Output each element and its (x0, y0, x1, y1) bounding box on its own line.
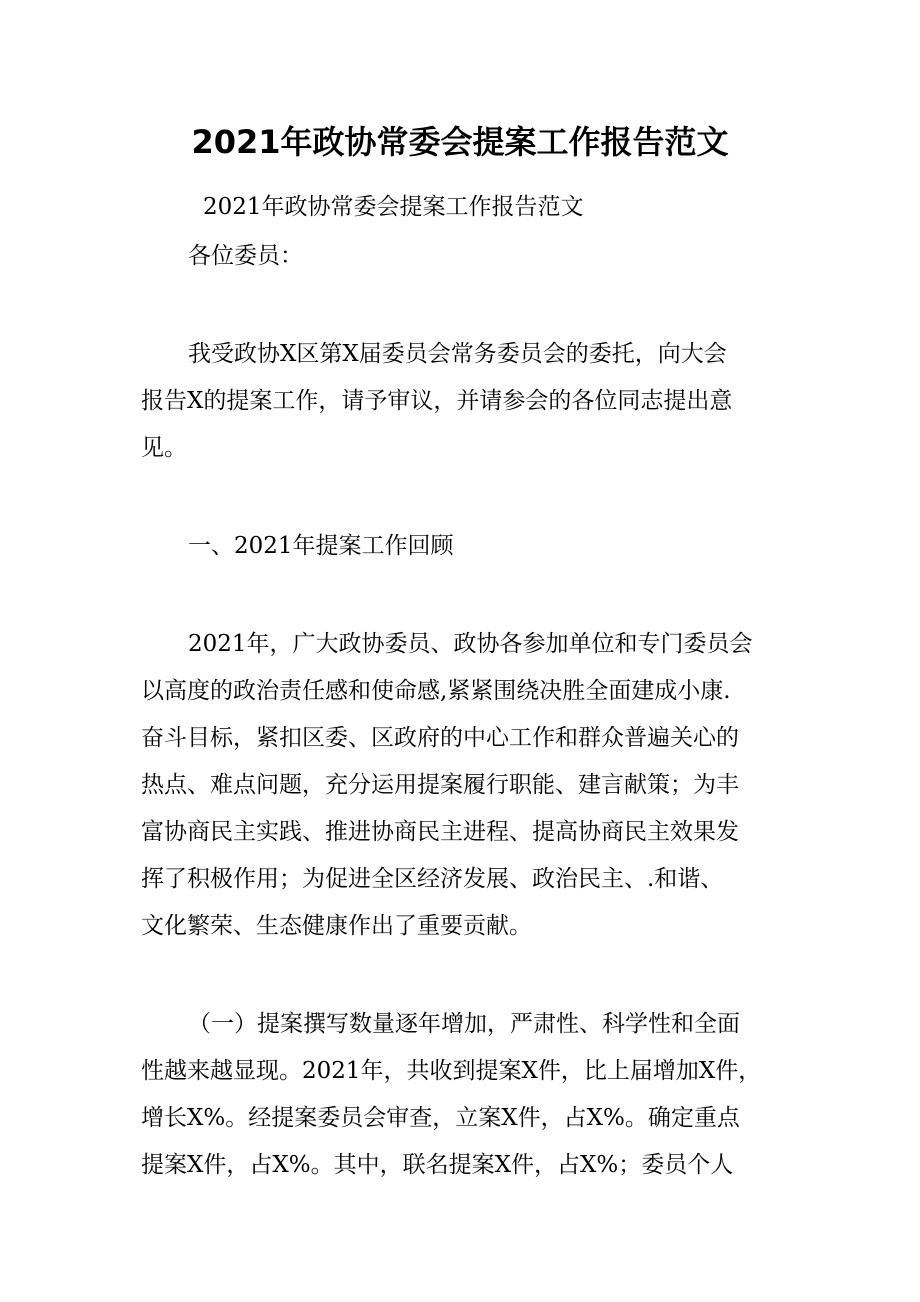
para1-line-3: 见。 (141, 435, 187, 461)
section-heading-1: 一、2021年提案工作回顾 (188, 533, 454, 559)
para2-line-6: 挥了积极作用；为促进全区经济发展、政治民主、.和谐、 (141, 866, 724, 892)
document-subtitle: 2021年政协常委会提案工作报告范文 (203, 194, 584, 220)
para2-line-4: 热点、难点问题，充分运用提案履行职能、建言献策；为丰 (141, 772, 739, 798)
para3-line-1: （一）提案撰写数量逐年增加，严肃性、科学性和全面 (188, 1011, 740, 1037)
para2-line-5: 富协商民主实践、推进协商民主进程、提高协商民主效果发 (141, 819, 739, 845)
para1-line-1: 我受政协X区第X届委员会常务委员会的委托，向大会 (188, 341, 727, 367)
para2-line-3: 奋斗目标，紧扣区委、区政府的中心工作和群众普遍关心的 (141, 725, 739, 751)
salutation: 各位委员： (188, 243, 303, 269)
para2-line-7: 文化繁荣、生态健康作出了重要贡献。 (141, 913, 532, 939)
para2-line-1: 2021年，广大政协委员、政协各参加单位和专门委员会 (188, 631, 753, 657)
para2-line-2: 以高度的政治责任感和使命感,紧紧围绕决胜全面建成小康. (141, 678, 731, 704)
para1-line-2: 报告X的提案工作，请予审议，并请参会的各位同志提出意 (141, 388, 733, 414)
para3-line-3: 增长X%。经提案委员会审查，立案X件，占X%。确定重点 (141, 1105, 740, 1131)
document-title: 2021年政协常委会提案工作报告范文 (191, 123, 729, 161)
para3-line-4: 提案X件，占X%。其中，联名提案X件，占X%；委员个人 (141, 1152, 734, 1178)
para3-line-2: 性越来越显现。2021年，共收到提案X件，比上届增加X件， (141, 1058, 762, 1084)
